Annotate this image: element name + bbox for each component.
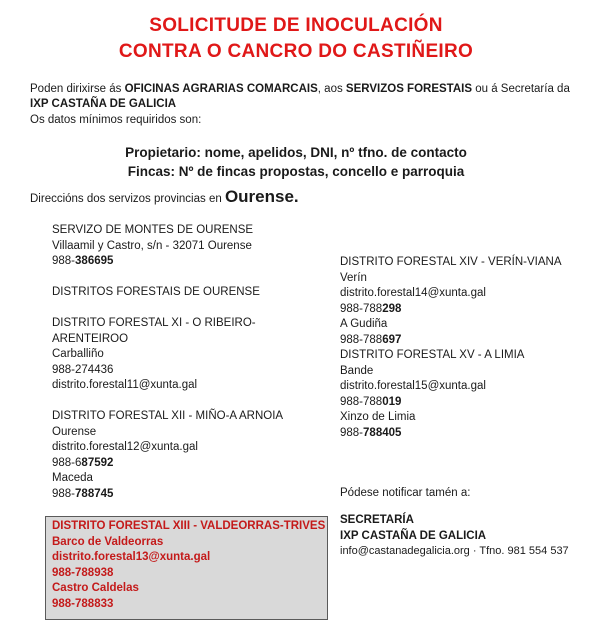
page-title-line-2: CONTRA O CANCRO DO CASTIÑEIRO: [118, 41, 474, 62]
d11-name-line-1: DISTRITO FORESTAL XI - O RIBEIRO-: [52, 317, 256, 329]
intro-requirements-lead: Os datos mínimos requiridos son:: [30, 114, 202, 126]
d14-place-2: A Gudiña: [340, 318, 388, 330]
intro-bold-ixp: IXP CASTAÑA DE GALICIA: [30, 98, 177, 110]
d15-name: DISTRITO FORESTAL XV - A LIMIA: [340, 349, 525, 361]
d11-name-line-2: ARENTEIROO: [52, 332, 129, 345]
intro-bold-servizos: SERVIZOS FORESTAIS: [345, 83, 473, 95]
directions-text: Direccións dos servizos provincias en: [30, 193, 225, 205]
intro-paragraph: [30, 82, 570, 112]
intro-text-2: , aos: [317, 83, 346, 95]
d12-phone-2: 988-788745: [52, 487, 114, 500]
d12-place-2: Maceda: [52, 472, 93, 484]
requirements-owner: Propietario: nome, apelidos, DNI, nº tfno. de contacto: [125, 145, 467, 160]
d14-email: distrito.forestal14@xunta.gal: [340, 287, 486, 299]
servizo-phone: 988-386695: [52, 255, 114, 267]
distritos-heading: DISTRITOS FORESTAIS DE OURENSE: [52, 286, 260, 298]
d11-phone: 988-274436: [52, 363, 114, 376]
servizo-address: Villaamil y Castro, s/n - 32071 Ourense: [52, 239, 252, 252]
d13-phone-1: 988-788938: [52, 566, 114, 579]
d13-name: DISTRITO FORESTAL XIII - VALDEORRAS-TRIVES: [52, 520, 326, 532]
secretaria-org: IXP CASTAÑA DE GALICIA: [340, 529, 487, 542]
d13-phone-2: 988-788833: [52, 597, 114, 610]
secretaria-title: SECRETARÍA: [340, 514, 414, 526]
d15-email: distrito.forestal15@xunta.gal: [340, 380, 486, 392]
directions-line: [30, 187, 299, 209]
d12-place-1: Ourense: [52, 425, 97, 438]
d14-phone-2: 988-788697: [340, 333, 402, 346]
d11-place: Carballiño: [52, 348, 104, 360]
d15-phone-1: 988-788019: [340, 395, 402, 408]
intro-bold-oficinas: OFICINAS AGRARIAS COMARCAIS: [124, 83, 318, 95]
d12-phone-1: 988-687592: [52, 456, 114, 469]
d11-email: distrito.forestal11@xunta.gal: [52, 379, 198, 391]
d14-phone-1: 988-788298: [340, 302, 402, 315]
left-column: [52, 223, 283, 502]
d15-place-1: Bande: [340, 364, 374, 377]
d15-phone-2: 988-788405: [340, 426, 402, 439]
requirements-plots: Fincas: Nº de fincas propostas, concello e parroquia: [127, 164, 465, 179]
right-column: [340, 255, 562, 441]
d15-place-2: Xinzo de Limia: [340, 411, 416, 423]
page-title-line-1: SOLICITUDE DE INOCULACIÓN: [149, 15, 443, 36]
notify-section: [340, 486, 470, 502]
d13-email: distrito.forestal13@xunta.gal: [52, 551, 211, 563]
d13-place-1: Barco de Valdeorras: [52, 535, 164, 548]
secretaria-contact: info@castanadegalicia.org · Tfno. 981 554 537: [340, 545, 569, 557]
secretaria-section: [340, 513, 569, 560]
d12-name: DISTRITO FORESTAL XII - MIÑO-A ARNOIA: [52, 410, 284, 422]
intro-text-3: ou á Secretaría da: [472, 83, 570, 95]
d13-place-2: Castro Caldelas: [52, 582, 139, 594]
notify-text: Pódese notificar tamén a:: [340, 487, 471, 499]
directions-province: Ourense.: [224, 187, 299, 206]
d12-email: distrito.forestal12@xunta.gal: [52, 441, 198, 453]
servizo-name: SERVIZO DE MONTES DE OURENSE: [52, 224, 254, 236]
intro-text-1: Poden dirixirse ás: [30, 83, 125, 95]
d14-place-1: Verín: [340, 271, 367, 284]
highlighted-district-box: [45, 516, 328, 620]
d14-name: DISTRITO FORESTAL XIV - VERÍN-VIANA: [340, 256, 562, 268]
